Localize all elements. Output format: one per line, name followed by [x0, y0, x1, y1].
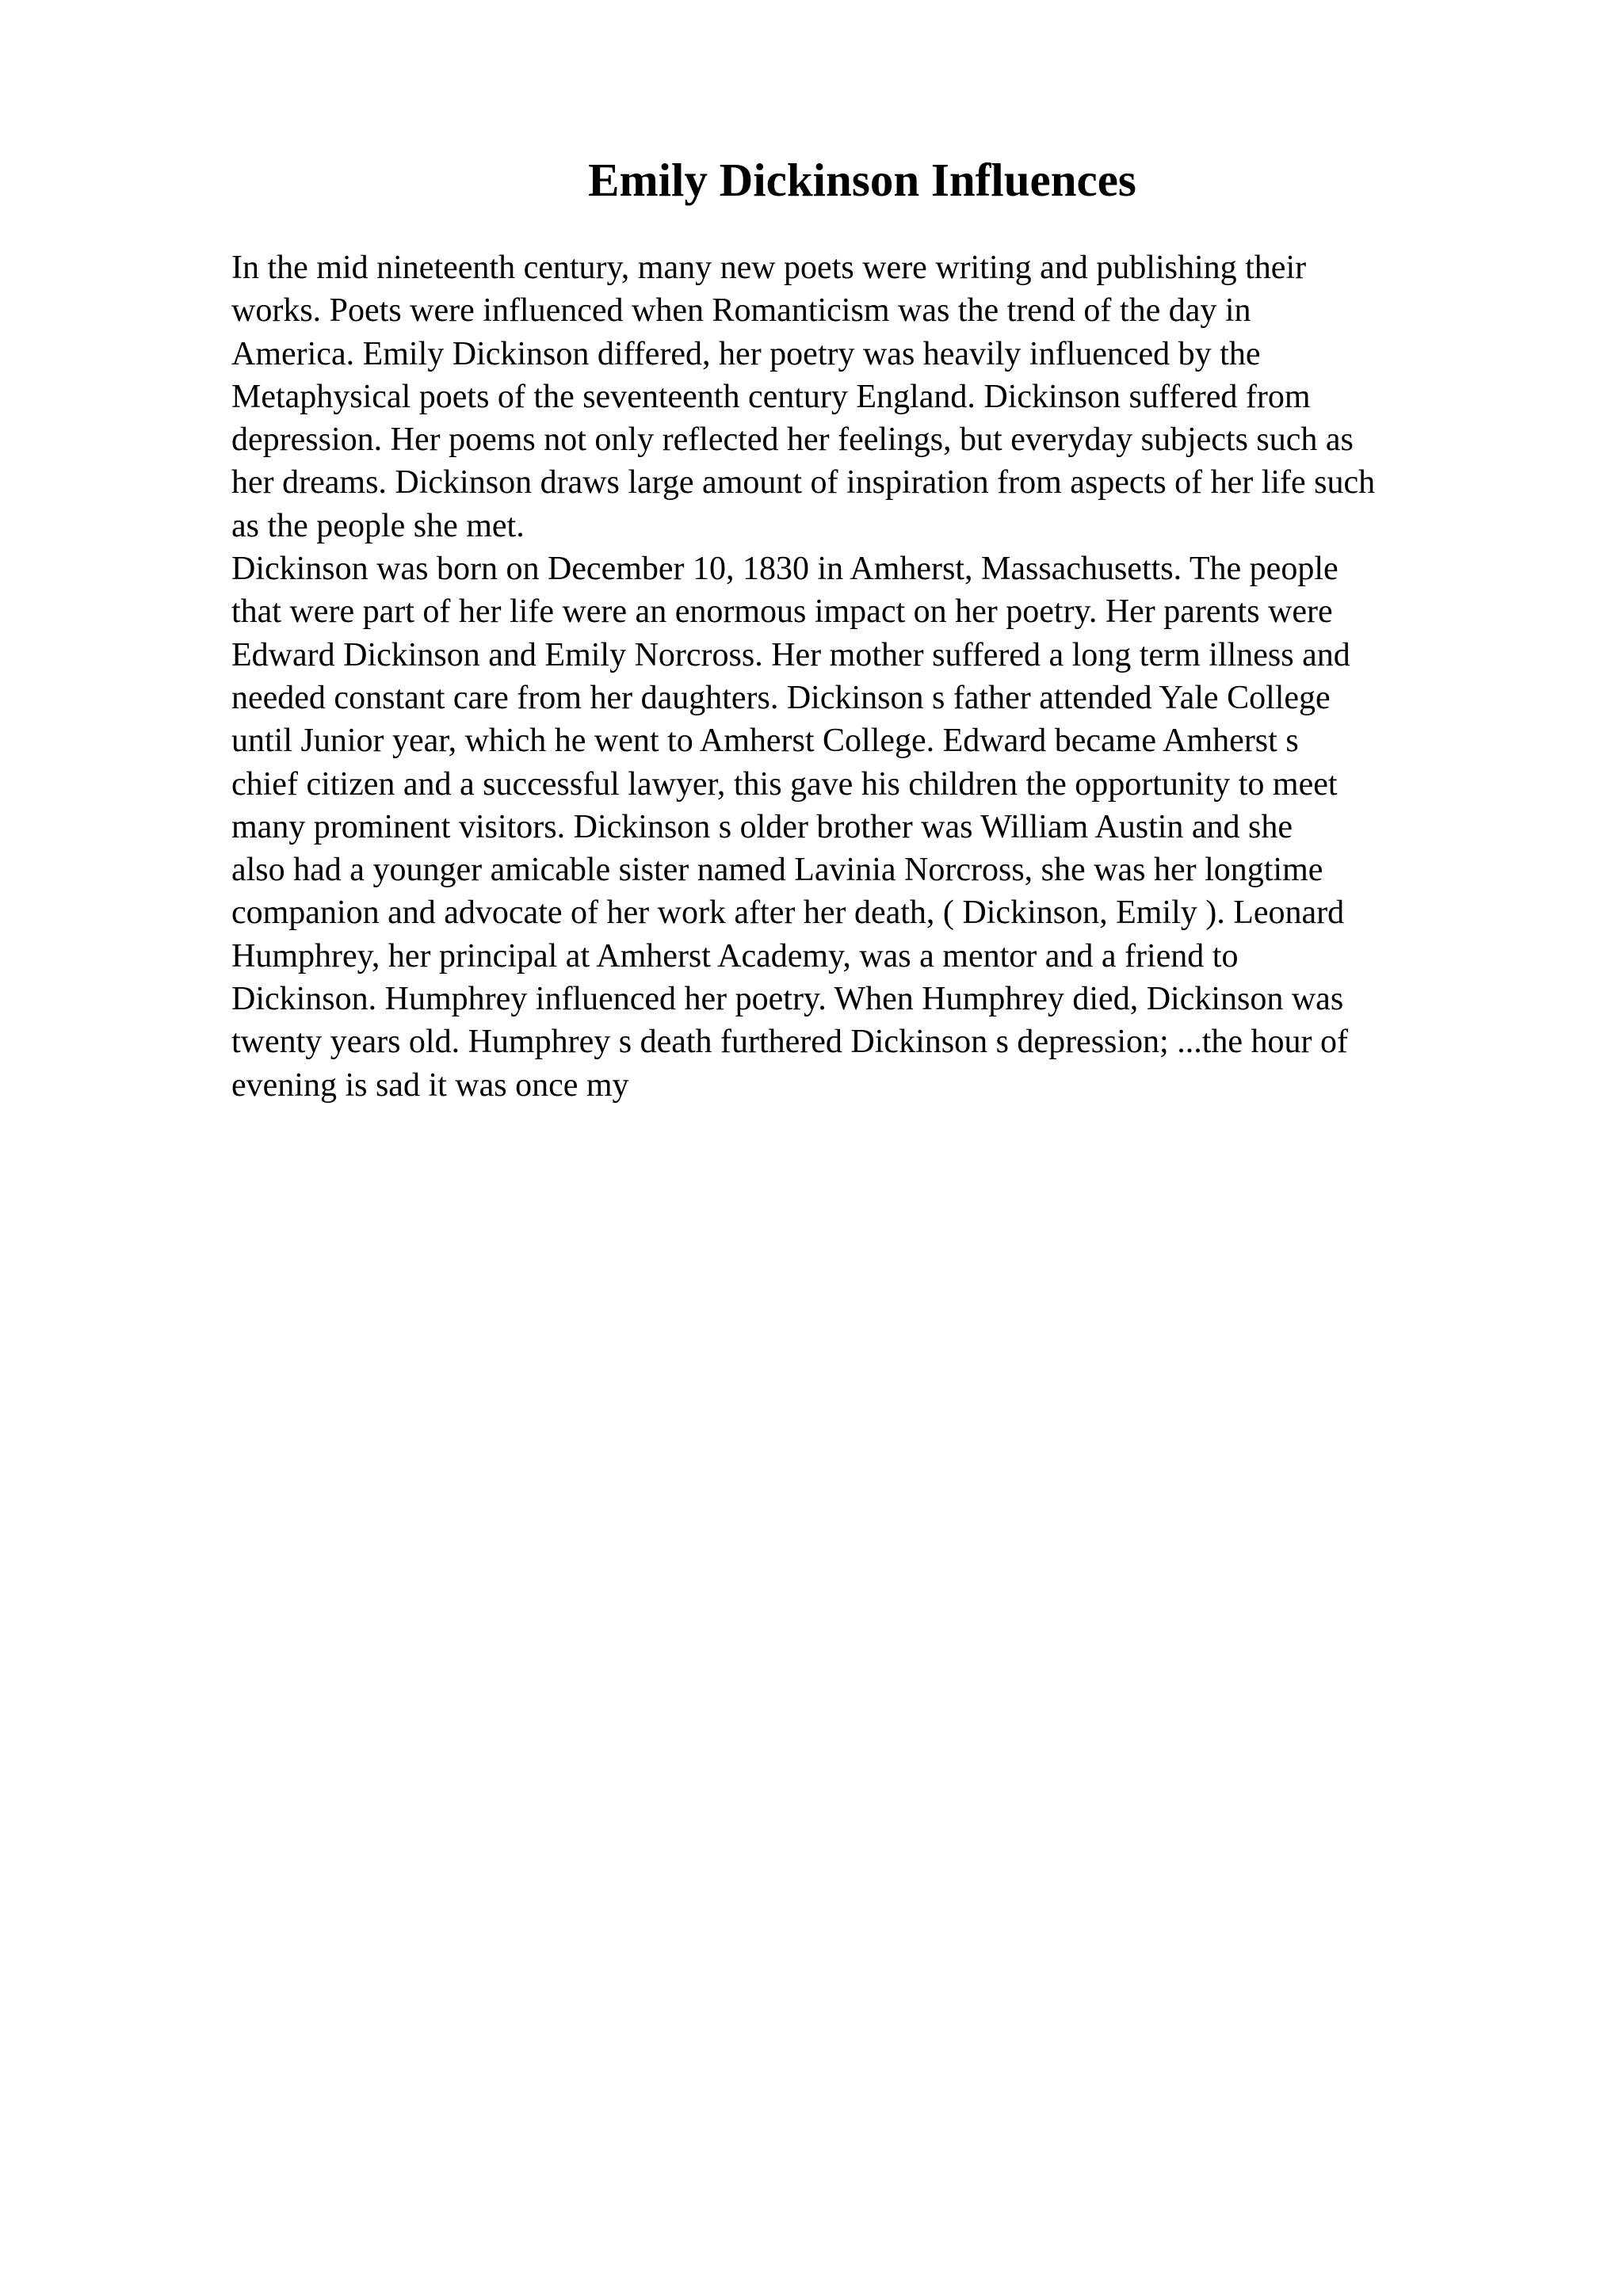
body-line: works. Poets were influenced when Romanticism was the trend of the day in	[231, 292, 1251, 330]
body-line: many prominent visitors. Dickinson s older brother was William Austin and she	[231, 808, 1293, 845]
body-line: Humphrey, her principal at Amherst Academy, was a mentor and a friend to	[231, 937, 1239, 974]
body-line: twenty years old. Humphrey s death furthered Dickinson s depression; ...the hour of	[231, 1024, 1349, 1061]
body-line: needed constant care from her daughters. Dickinson s father attended Yale College	[231, 679, 1331, 716]
body-line: Metaphysical poets of the seventeenth century England. Dickinson suffered from	[231, 378, 1311, 415]
body-line: chief citizen and a successful lawyer, this gave his children the opportunity to meet	[231, 765, 1338, 803]
body-line: evening is sad it was once my	[231, 1066, 629, 1104]
body-line: companion and advocate of her work after her death, ( Dickinson, Emily ). Leonard	[231, 894, 1345, 932]
body-line: depression. Her poems not only reflected her feelings, but everyday subjects such as	[231, 421, 1354, 459]
body-line: until Junior year, which he went to Amherst College. Edward became Amherst s	[231, 723, 1299, 760]
body-line: her dreams. Dickinson draws large amount of inspiration from aspects of her life such	[231, 464, 1376, 502]
body-line: In the mid nineteenth century, many new poets were writing and publishing their	[231, 250, 1307, 286]
body-line: Dickinson was born on December 10, 1830 in Amherst, Massachusetts. The people	[231, 551, 1338, 588]
body-line: America. Emily Dickinson differed, her poetry was heavily influenced by the	[231, 335, 1261, 372]
body-line: Dickinson. Humphrey influenced her poetry. When Humphrey died, Dickinson was	[231, 981, 1344, 1018]
body-line: that were part of her life were an enormous impact on her poetry. Her parents were	[231, 593, 1333, 631]
body-line: also had a younger amicable sister named Lavinia Norcross, she was her longtime	[231, 852, 1323, 889]
body-line: Edward Dickinson and Emily Norcross. Her mother suffered a long term illness and	[231, 636, 1350, 673]
document-title: Emily Dickinson Influences	[588, 154, 1136, 206]
document-body	[231, 246, 1515, 1107]
body-line: as the people she met.	[231, 507, 525, 544]
